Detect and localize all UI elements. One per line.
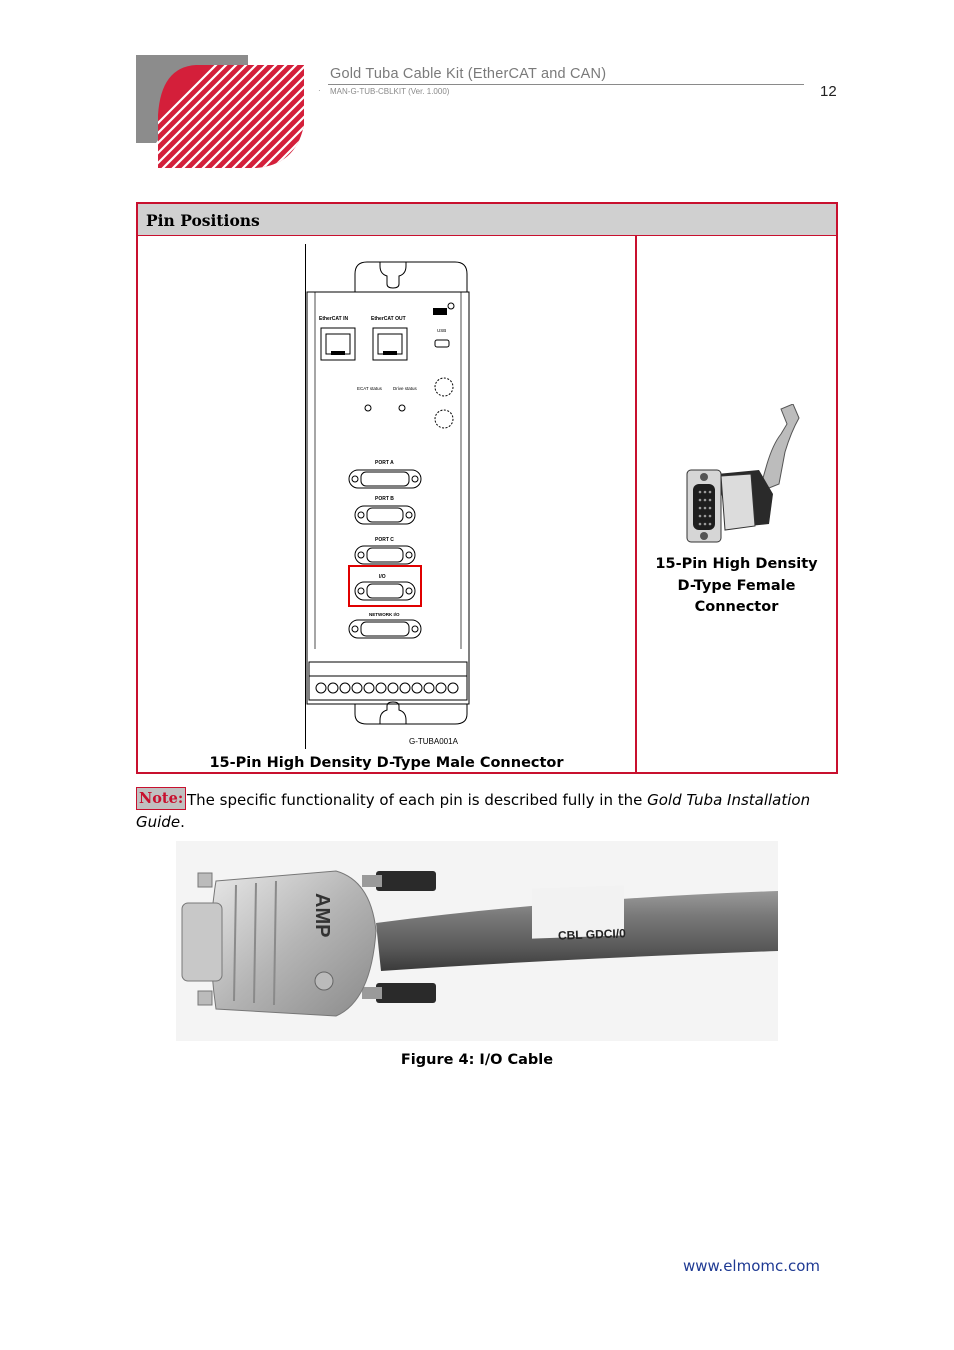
label-ecat-status: ECAT status: [357, 386, 382, 391]
label-ethercat-out: EtherCAT OUT: [371, 316, 406, 322]
note-label: Note:: [136, 787, 186, 810]
female-connector-image: [681, 404, 801, 544]
female-caption-line-2: D-Type Female: [677, 577, 796, 594]
table-header: [138, 204, 836, 236]
male-connector-caption: 15-Pin High Density D-Type Male Connector: [209, 755, 564, 771]
pin-positions-table: [136, 202, 838, 774]
label-network-io: NETWORK I/O: [369, 612, 400, 617]
connector-brand: AMP: [311, 893, 333, 938]
label-ethercat-in: EtherCAT IN: [319, 316, 349, 322]
port-a-connector: [349, 470, 421, 488]
website-link[interactable]: www.elmomc.com: [683, 1257, 821, 1275]
ethercat-in-port: [321, 328, 355, 360]
label-port-a: PORT A: [375, 460, 394, 466]
page-number: 12: [820, 83, 837, 100]
note-text: [187, 789, 810, 811]
note-reference: Gold Tuba Installation: [647, 791, 811, 809]
note-reference-end: Guide: [136, 813, 181, 831]
label-port-c: PORT C: [375, 537, 394, 543]
document-title: Gold Tuba Cable Kit (EtherCAT and CAN): [330, 66, 607, 82]
figure-caption: Figure 4: I/O Cable: [400, 1052, 554, 1068]
label-drive-status: Drive status: [393, 386, 417, 391]
cable-label: CBL GDCI/0: [557, 926, 626, 943]
ethercat-out-port: [373, 328, 407, 360]
port-c-connector: [355, 546, 415, 564]
female-caption-line-3: Connector: [694, 599, 779, 615]
network-io-connector: [349, 620, 421, 638]
header-rule: [328, 84, 804, 85]
io-cable-photo: [176, 841, 778, 1041]
header-bullet: ·: [318, 86, 321, 95]
note-body: The specific functionality of each pin is described fully in the: [187, 791, 643, 809]
document-code: MAN-G-TUB-CBLKIT (Ver. 1.000): [330, 87, 450, 96]
port-b-connector: [355, 506, 415, 524]
io-connector: [355, 582, 415, 600]
label-port-b: PORT B: [375, 496, 394, 502]
column-divider: [635, 236, 637, 772]
label-io: I/O: [379, 574, 386, 580]
gold-tuba-drive-drawing: [305, 244, 475, 749]
female-caption-line-1: 15-Pin High Density: [655, 556, 818, 572]
note-text-continued: [136, 811, 185, 833]
table-heading: Pin Positions: [146, 211, 260, 230]
usb-port: [435, 340, 449, 347]
drawing-id: G-TUBA001A: [409, 737, 458, 746]
elmo-logo: [136, 55, 322, 170]
power-terminal-block: [309, 662, 467, 700]
note-period: .: [180, 813, 185, 831]
label-usb: USB: [437, 328, 447, 333]
female-connector-caption: [637, 554, 836, 619]
